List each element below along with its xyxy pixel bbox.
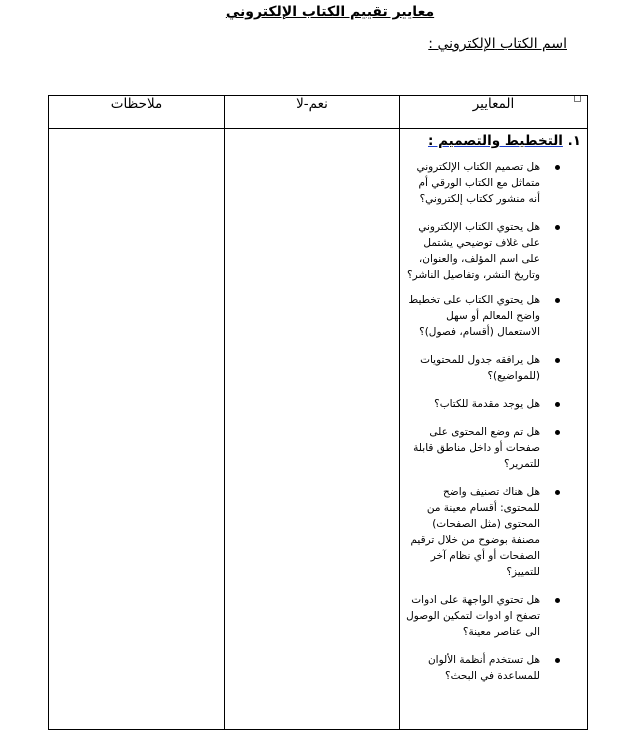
yes-no-cell[interactable] xyxy=(225,129,400,730)
header-notes: ملاحظات xyxy=(49,96,225,129)
document-title: معايير تقييم الكتاب الإلكتروني xyxy=(225,4,435,20)
list-item: هل تحتوي الواجهة على ادوات تصفح او ادوات لتمكين الوصول الى عناصر معينة؟ xyxy=(400,592,587,640)
header-criteria: المعايير xyxy=(400,96,588,129)
list-item: هل تصميم الكتاب الإلكتروني متماثل مع الكتاب الورقي أم أنه منشور ككتاب إلكتروني؟ xyxy=(400,159,587,207)
section-title: التخطيط والتصميم : xyxy=(428,133,563,149)
criteria-cell xyxy=(400,129,588,730)
list-item: هل يرافقه جدول للمحتويات (للمواضيع)؟ xyxy=(400,352,587,384)
header-yes-no: نعم-لا xyxy=(225,96,400,129)
section-heading xyxy=(400,133,581,149)
list-item: هل تستخدم أنظمة الألوان للمساعدة في البحث؟ xyxy=(400,652,587,684)
criteria-list xyxy=(400,159,587,684)
notes-cell[interactable] xyxy=(49,129,225,730)
list-item: هل يوجد مقدمة للكتاب؟ xyxy=(400,396,587,412)
ebook-name-label: اسم الكتاب الإلكتروني : xyxy=(428,36,567,52)
list-item: هل يحتوي الكتاب الإلكتروني على غلاف توضيحي يشتمل على اسم المؤلف، والعنوان، وتاريخ النشر، وتفاصيل الناشر؟ xyxy=(400,219,587,283)
criteria-table xyxy=(48,95,588,730)
table-header-row xyxy=(49,96,588,129)
list-item: هل تم وضع المحتوى على صفحات أو داخل مناطق قابلة للتمرير؟ xyxy=(400,424,587,472)
section-number: ١. xyxy=(567,133,581,149)
list-item: هل يحتوي الكتاب على تخطيط واضح المعالم أو سهل الاستعمال (أقسام، فصول)؟ xyxy=(400,292,587,340)
table-row xyxy=(49,129,588,730)
list-item: هل هناك تصنيف واضح للمحتوى: أقسام معينة من المحتوى (مثل الصفحات) مصنفة بوضوح من خلال ترقيم الصفحات أو أي نظام آخر للتمييز؟ xyxy=(400,484,587,580)
